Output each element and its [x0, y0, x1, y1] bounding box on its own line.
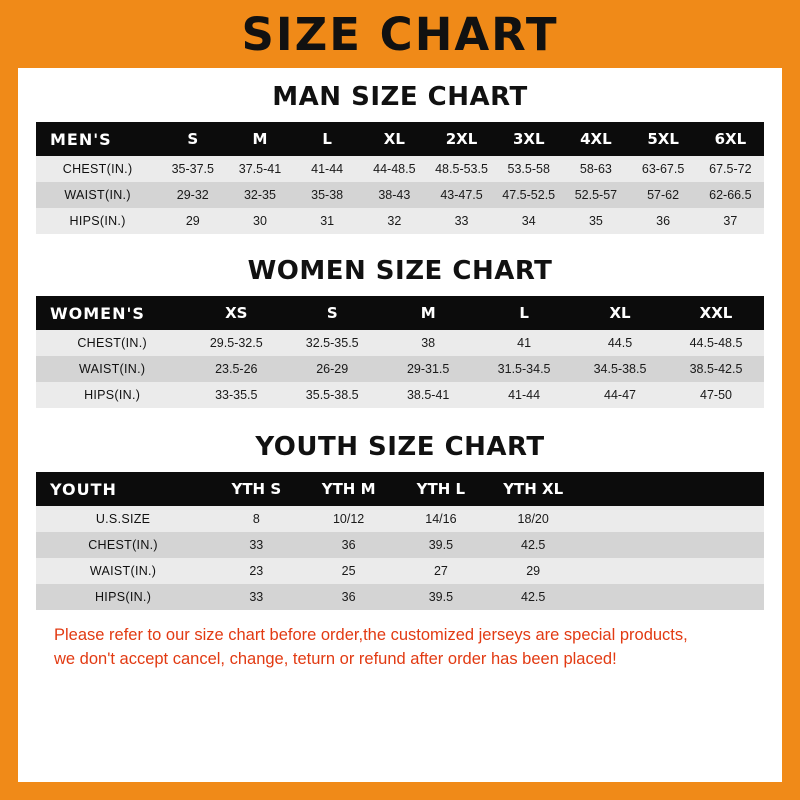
men-size-table [36, 122, 764, 234]
youth-col-blank-2 [672, 472, 764, 506]
women-row-label-waist: WAIST(IN.) [36, 356, 188, 382]
men-waist-l: 35-38 [294, 182, 361, 208]
men-col-l: L [294, 122, 361, 156]
men-col-s: S [159, 122, 226, 156]
women-hips-xs: 33-35.5 [188, 382, 284, 408]
women-col-xxl: XXL [668, 296, 764, 330]
youth-hips-xl: 42.5 [487, 584, 579, 610]
youth-waist-m: 25 [302, 558, 394, 584]
women-chest-xl: 44.5 [572, 330, 668, 356]
women-hips-l: 41-44 [476, 382, 572, 408]
youth-col-s: YTH S [210, 472, 302, 506]
men-hips-m: 30 [226, 208, 293, 234]
women-chest-m: 38 [380, 330, 476, 356]
men-chest-6xl: 67.5-72 [697, 156, 764, 182]
chart-content [18, 68, 782, 782]
men-hips-4xl: 35 [562, 208, 629, 234]
youth-ussize-blank-2 [672, 506, 764, 532]
men-corner-label: MEN'S [36, 122, 159, 156]
youth-ussize-xl: 18/20 [487, 506, 579, 532]
men-chest-xl: 44-48.5 [361, 156, 428, 182]
section-title-women: WOMEN SIZE CHART [247, 256, 553, 286]
men-col-5xl: 5XL [630, 122, 697, 156]
table-row [36, 330, 764, 356]
women-col-m: M [380, 296, 476, 330]
women-col-xs: XS [188, 296, 284, 330]
men-waist-2xl: 43-47.5 [428, 182, 495, 208]
women-chest-xs: 29.5-32.5 [188, 330, 284, 356]
table-row [36, 532, 764, 558]
women-row-label-hips: HIPS(IN.) [36, 382, 188, 408]
women-size-table [36, 296, 764, 408]
men-col-6xl: 6XL [697, 122, 764, 156]
men-chest-5xl: 63-67.5 [630, 156, 697, 182]
youth-chest-blank-1 [579, 532, 671, 558]
women-waist-m: 29-31.5 [380, 356, 476, 382]
youth-col-blank-1 [579, 472, 671, 506]
men-waist-5xl: 57-62 [630, 182, 697, 208]
women-col-xl: XL [572, 296, 668, 330]
table-header-row [36, 122, 764, 156]
youth-hips-m: 36 [302, 584, 394, 610]
men-chest-l: 41-44 [294, 156, 361, 182]
women-hips-s: 35.5-38.5 [284, 382, 380, 408]
table-row [36, 506, 764, 532]
men-col-3xl: 3XL [495, 122, 562, 156]
youth-chest-s: 33 [210, 532, 302, 558]
women-waist-xl: 34.5-38.5 [572, 356, 668, 382]
men-hips-6xl: 37 [697, 208, 764, 234]
youth-waist-l: 27 [395, 558, 487, 584]
youth-chest-blank-2 [672, 532, 764, 558]
table-row [36, 208, 764, 234]
youth-row-label-waist: WAIST(IN.) [36, 558, 210, 584]
table-row [36, 584, 764, 610]
youth-chest-xl: 42.5 [487, 532, 579, 558]
men-row-label-waist: WAIST(IN.) [36, 182, 159, 208]
women-waist-l: 31.5-34.5 [476, 356, 572, 382]
men-hips-3xl: 34 [495, 208, 562, 234]
youth-col-xl: YTH XL [487, 472, 579, 506]
youth-waist-xl: 29 [487, 558, 579, 584]
youth-waist-s: 23 [210, 558, 302, 584]
section-women [36, 256, 764, 408]
women-hips-xxl: 47-50 [668, 382, 764, 408]
youth-chest-m: 36 [302, 532, 394, 558]
men-waist-6xl: 62-66.5 [697, 182, 764, 208]
women-hips-m: 38.5-41 [380, 382, 476, 408]
youth-size-table [36, 472, 764, 610]
table-row [36, 156, 764, 182]
men-waist-4xl: 52.5-57 [562, 182, 629, 208]
men-chest-m: 37.5-41 [226, 156, 293, 182]
youth-hips-blank-2 [672, 584, 764, 610]
section-man [36, 82, 764, 234]
women-chest-s: 32.5-35.5 [284, 330, 380, 356]
women-row-label-chest: CHEST(IN.) [36, 330, 188, 356]
men-col-xl: XL [361, 122, 428, 156]
women-corner-label: WOMEN'S [36, 296, 188, 330]
page-title: SIZE CHART [241, 7, 559, 61]
youth-waist-blank-2 [672, 558, 764, 584]
men-col-m: M [226, 122, 293, 156]
women-col-l: L [476, 296, 572, 330]
header-bar [18, 0, 782, 68]
youth-col-l: YTH L [395, 472, 487, 506]
table-header-row [36, 296, 764, 330]
men-col-4xl: 4XL [562, 122, 629, 156]
youth-corner-label: YOUTH [36, 472, 210, 506]
women-chest-l: 41 [476, 330, 572, 356]
men-hips-5xl: 36 [630, 208, 697, 234]
men-col-2xl: 2XL [428, 122, 495, 156]
women-col-s: S [284, 296, 380, 330]
men-waist-s: 29-32 [159, 182, 226, 208]
table-row [36, 558, 764, 584]
youth-col-m: YTH M [302, 472, 394, 506]
men-hips-xl: 32 [361, 208, 428, 234]
youth-ussize-blank-1 [579, 506, 671, 532]
youth-ussize-s: 8 [210, 506, 302, 532]
men-row-label-hips: HIPS(IN.) [36, 208, 159, 234]
youth-row-label-hips: HIPS(IN.) [36, 584, 210, 610]
men-waist-3xl: 47.5-52.5 [495, 182, 562, 208]
men-waist-m: 32-35 [226, 182, 293, 208]
women-waist-xxl: 38.5-42.5 [668, 356, 764, 382]
table-row [36, 382, 764, 408]
youth-row-label-ussize: U.S.SIZE [36, 506, 210, 532]
footer-note-line-2: we don't accept cancel, change, teturn or refund after order has been placed! [54, 649, 617, 668]
section-youth [36, 432, 764, 610]
table-row [36, 356, 764, 382]
youth-hips-l: 39.5 [395, 584, 487, 610]
youth-waist-blank-1 [579, 558, 671, 584]
men-chest-s: 35-37.5 [159, 156, 226, 182]
footer-note [36, 610, 764, 682]
youth-ussize-m: 10/12 [302, 506, 394, 532]
youth-chest-l: 39.5 [395, 532, 487, 558]
table-row [36, 182, 764, 208]
men-hips-2xl: 33 [428, 208, 495, 234]
men-chest-2xl: 48.5-53.5 [428, 156, 495, 182]
section-title-youth: YOUTH SIZE CHART [255, 432, 545, 462]
youth-hips-s: 33 [210, 584, 302, 610]
men-chest-3xl: 53.5-58 [495, 156, 562, 182]
women-hips-xl: 44-47 [572, 382, 668, 408]
men-chest-4xl: 58-63 [562, 156, 629, 182]
men-hips-l: 31 [294, 208, 361, 234]
bottom-accent-bar [18, 782, 782, 800]
men-hips-s: 29 [159, 208, 226, 234]
women-waist-xs: 23.5-26 [188, 356, 284, 382]
youth-hips-blank-1 [579, 584, 671, 610]
men-row-label-chest: CHEST(IN.) [36, 156, 159, 182]
youth-row-label-chest: CHEST(IN.) [36, 532, 210, 558]
youth-ussize-l: 14/16 [395, 506, 487, 532]
men-waist-xl: 38-43 [361, 182, 428, 208]
women-waist-s: 26-29 [284, 356, 380, 382]
section-title-man: MAN SIZE CHART [272, 82, 528, 112]
table-header-row [36, 472, 764, 506]
footer-note-line-1: Please refer to our size chart before order,the customized jerseys are special products, [54, 626, 688, 644]
women-chest-xxl: 44.5-48.5 [668, 330, 764, 356]
